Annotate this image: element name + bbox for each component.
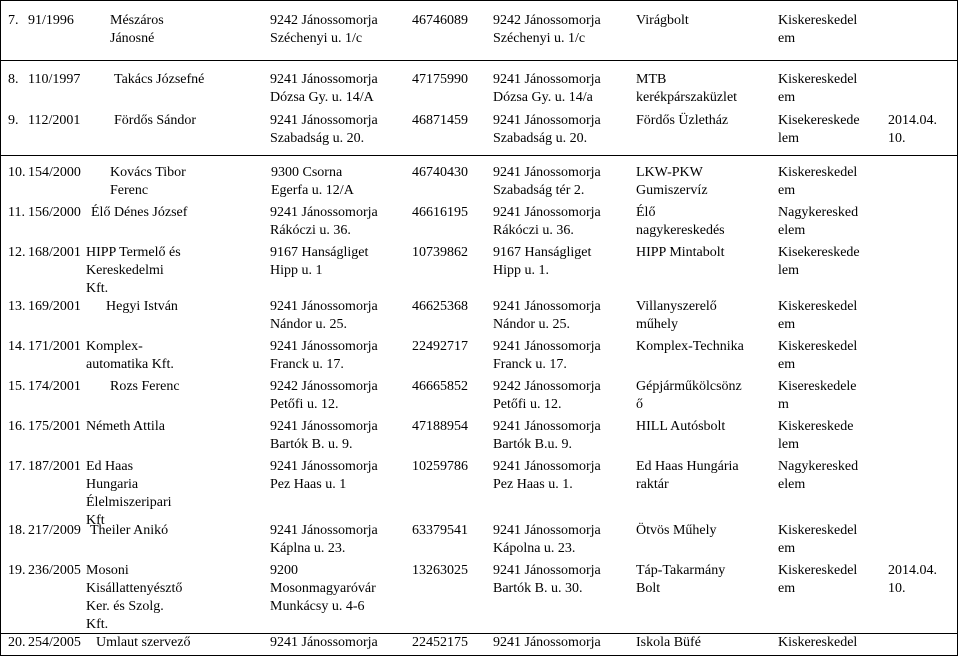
owner-name-line: Umlaut szervező <box>96 635 191 650</box>
shop-address-line: Nándor u. 25. <box>493 317 570 332</box>
owner-name <box>96 634 190 652</box>
shop-address-line: 9241 Jánossomorja <box>493 299 601 314</box>
business-type-line: Kiskereskedel <box>778 72 858 87</box>
shop-name-line: HILL Autósbolt <box>636 419 726 434</box>
registration-number: 110/1997 <box>28 72 81 87</box>
business-type-line: Kisekereskede <box>778 245 860 260</box>
row-number: 9. <box>8 113 19 128</box>
owner-name-line: Mosoni <box>86 563 129 578</box>
owner-name-line: Kft. <box>86 281 109 296</box>
table-border <box>0 0 1 656</box>
owner-name-line: Kereskedelmi <box>86 263 164 278</box>
shop-name-line: nagykereskedés <box>636 223 725 238</box>
shop-address <box>493 338 601 374</box>
business-type-line: Kisereskedele <box>778 379 857 394</box>
shop-address <box>493 634 601 652</box>
owner-name <box>90 522 168 540</box>
shop-name-line: Élő <box>636 205 656 220</box>
shop-address-line: Hipp u. 1. <box>493 263 549 278</box>
business-type <box>778 112 860 148</box>
business-type-line: elem <box>778 223 806 238</box>
owner-address-line: 9241 Jánossomorja <box>270 419 378 434</box>
business-type-line: Nagykeresked <box>778 459 859 474</box>
shop-name <box>636 164 708 200</box>
owner-address-line: 9241 Jánossomorja <box>270 635 378 650</box>
row-number: 11. <box>8 205 25 220</box>
business-type-line: Kiskereskedel <box>778 635 858 650</box>
row-divider <box>0 633 958 634</box>
row-number: 7. <box>8 13 19 28</box>
business-type-line: lem <box>778 437 799 452</box>
tax-number: 46665852 <box>412 379 468 394</box>
owner-address-line: Franck u. 17. <box>270 357 344 372</box>
owner-address <box>271 164 354 200</box>
business-type <box>778 204 858 240</box>
business-type <box>778 71 857 107</box>
row-divider <box>0 60 958 61</box>
owner-address-line: Bartók B. u. 9. <box>270 437 353 452</box>
shop-address <box>493 164 601 200</box>
shop-address <box>493 458 601 494</box>
shop-name-line: Virágbolt <box>636 13 689 28</box>
registration-number: 175/2001 <box>28 419 81 434</box>
business-type <box>778 522 857 558</box>
business-type-line: Kiskereskedel <box>778 523 858 538</box>
business-type-line: em <box>778 183 796 198</box>
shop-address-line: 9241 Jánossomorja <box>493 205 601 220</box>
registration-number: 174/2001 <box>28 379 81 394</box>
owner-address <box>270 378 378 414</box>
owner-address-line: 9241 Jánossomorja <box>270 523 378 538</box>
registration-number: 236/2005 <box>28 563 81 578</box>
owner-address <box>270 298 378 334</box>
owner-address-line: Munkácsy u. 4-6 <box>270 599 365 614</box>
shop-address-line: Bartók B. u. 30. <box>493 581 583 596</box>
business-type-line: Kiskereskedel <box>778 165 858 180</box>
owner-address-line: Nándor u. 25. <box>270 317 347 332</box>
business-type-line: lem <box>778 263 799 278</box>
shop-address <box>493 244 591 280</box>
business-type <box>778 164 857 200</box>
owner-address-line: 9241 Jánossomorja <box>270 339 378 354</box>
shop-name-line: kerékpárszaküzlet <box>636 90 738 105</box>
shop-name <box>636 204 725 240</box>
tax-number: 10739862 <box>412 245 468 260</box>
shop-name-line: HIPP Mintabolt <box>636 245 725 260</box>
registration-number: 254/2005 <box>28 635 81 650</box>
owner-name-line: Ker. és Szolg. <box>86 599 164 614</box>
owner-name-line: automatika Kft. <box>86 357 174 372</box>
owner-name-line: Kft. <box>86 617 109 632</box>
shop-name-line: Táp-Takarmány <box>636 563 726 578</box>
shop-name <box>636 458 739 494</box>
registration-number: 91/1996 <box>28 13 74 28</box>
owner-address <box>270 71 378 107</box>
shop-name <box>636 562 725 598</box>
owner-address-line: Hipp u. 1 <box>270 263 323 278</box>
row-number: 14. <box>8 339 26 354</box>
business-type <box>778 418 853 454</box>
owner-name <box>86 244 181 298</box>
owner-address <box>270 204 378 240</box>
shop-address <box>493 378 601 414</box>
owner-name-line: Élő Dénes József <box>91 205 188 220</box>
row-divider <box>0 0 958 1</box>
shop-address <box>493 562 601 598</box>
shop-address-line: Szabadság u. 20. <box>493 131 588 146</box>
owner-name-line: Ed Haas <box>86 459 134 474</box>
owner-address <box>270 634 378 652</box>
shop-name <box>636 112 728 130</box>
shop-address-line: Pez Haas u. 1. <box>493 477 573 492</box>
owner-name <box>106 298 178 316</box>
owner-name <box>86 458 172 530</box>
owner-name-line: Ferenc <box>110 183 149 198</box>
owner-name <box>91 204 187 222</box>
row-divider <box>0 155 958 156</box>
owner-name-line: Élelmiszeripari <box>86 495 172 510</box>
row-number: 8. <box>8 72 19 87</box>
owner-address-line: 9167 Hanságliget <box>270 245 369 260</box>
row-number: 18. <box>8 523 26 538</box>
owner-name <box>110 164 186 200</box>
registration-number: 169/2001 <box>28 299 81 314</box>
registration-number: 187/2001 <box>28 459 81 474</box>
shop-name-line: Bolt <box>636 581 661 596</box>
modification-date <box>888 562 937 598</box>
shop-name-line: ő <box>636 397 643 412</box>
owner-name-line: Kisállattenyésztő <box>86 581 183 596</box>
row-number: 16. <box>8 419 26 434</box>
modification-date-line: 10. <box>888 581 906 596</box>
shop-name <box>636 418 725 436</box>
modification-date <box>888 112 937 148</box>
shop-name <box>636 522 717 540</box>
shop-name <box>636 244 725 262</box>
business-type <box>778 562 857 598</box>
business-type-line: em <box>778 541 796 556</box>
shop-name-line: Villanyszerelő <box>636 299 717 314</box>
modification-date-line: 2014.04. <box>888 563 937 578</box>
owner-name <box>114 112 196 130</box>
shop-name <box>636 378 742 414</box>
owner-address-line: Petőfi u. 12. <box>270 397 339 412</box>
owner-address-line: Szabadság u. 20. <box>270 131 365 146</box>
owner-address <box>270 338 378 374</box>
row-number: 19. <box>8 563 26 578</box>
owner-name <box>110 378 180 396</box>
owner-address-line: 9300 Csorna <box>271 165 343 180</box>
registration-number: 168/2001 <box>28 245 81 260</box>
modification-date-line: 2014.04. <box>888 113 937 128</box>
owner-address <box>270 12 378 48</box>
tax-number: 22492717 <box>412 339 468 354</box>
owner-address-line: Széchenyi u. 1/c <box>270 31 363 46</box>
business-type-line: Kiskereskedel <box>778 13 858 28</box>
owner-address-line: 9242 Jánossomorja <box>270 13 378 28</box>
shop-name <box>636 338 744 356</box>
owner-address-line: 9241 Jánossomorja <box>270 72 378 87</box>
business-type <box>778 12 857 48</box>
shop-name-line: MTB <box>636 72 667 87</box>
business-type <box>778 458 858 494</box>
shop-name <box>636 71 737 107</box>
shop-address-line: 9241 Jánossomorja <box>493 113 601 128</box>
owner-address <box>270 244 368 280</box>
tax-number: 10259786 <box>412 459 468 474</box>
owner-address-line: Káplna u. 23. <box>270 541 346 556</box>
owner-address-line: Egerfa u. 12/A <box>271 183 354 198</box>
owner-name-line: Kft <box>86 513 105 528</box>
business-type-line: em <box>778 31 796 46</box>
business-type-line: Kisekereskede <box>778 113 860 128</box>
shop-address-line: Dózsa Gy. u. 14/a <box>493 90 593 105</box>
business-type <box>778 634 857 652</box>
shop-address <box>493 418 601 454</box>
owner-address-line: 9241 Jánossomorja <box>270 459 378 474</box>
shop-name-line: műhely <box>636 317 678 332</box>
owner-address <box>270 458 378 494</box>
owner-name-line: Kovács Tibor <box>110 165 186 180</box>
tax-number: 63379541 <box>412 523 468 538</box>
shop-name <box>636 12 689 30</box>
shop-address-line: Kápolna u. 23. <box>493 541 576 556</box>
row-number: 17. <box>8 459 26 474</box>
owner-address-line: Mosonmagyaróvár <box>270 581 376 596</box>
shop-name-line: Gumiszervíz <box>636 183 708 198</box>
owner-name-line: Hegyi István <box>106 299 178 314</box>
business-type <box>778 338 857 374</box>
row-number: 10. <box>8 165 26 180</box>
shop-name-line: Gépjárműkölcsönz <box>636 379 742 394</box>
business-type-line: Kiskereskedel <box>778 339 858 354</box>
shop-name-line: LKW-PKW <box>636 165 703 180</box>
business-type <box>778 378 857 414</box>
tax-number: 47188954 <box>412 419 468 434</box>
business-type-line: Kiskereskedel <box>778 299 858 314</box>
business-type-line: em <box>778 317 796 332</box>
registration-number: 154/2000 <box>28 165 81 180</box>
owner-address-line: Pez Haas u. 1 <box>270 477 347 492</box>
business-type-line: elem <box>778 477 806 492</box>
shop-address-line: 9241 Jánossomorja <box>493 339 601 354</box>
owner-address <box>270 522 378 558</box>
shop-address-line: Széchenyi u. 1/c <box>493 31 586 46</box>
tax-number: 46625368 <box>412 299 468 314</box>
business-type <box>778 298 857 334</box>
owner-address <box>270 562 376 616</box>
shop-address-line: Franck u. 17. <box>493 357 567 372</box>
shop-address-line: Rákóczi u. 36. <box>493 223 574 238</box>
owner-name-line: Hungaria <box>86 477 139 492</box>
table-border <box>957 0 958 656</box>
shop-name-line: raktár <box>636 477 669 492</box>
shop-name-line: Ötvös Műhely <box>636 523 717 538</box>
shop-address-line: Szabadság tér 2. <box>493 183 585 198</box>
owner-address-line: 9241 Jánossomorja <box>270 113 378 128</box>
registration-number: 171/2001 <box>28 339 81 354</box>
business-type-line: lem <box>778 131 799 146</box>
shop-address <box>493 204 601 240</box>
owner-name-line: Komplex- <box>86 339 143 354</box>
tax-number: 46616195 <box>412 205 468 220</box>
shop-address-line: Petőfi u. 12. <box>493 397 562 412</box>
shop-address-line: 9241 Jánossomorja <box>493 523 601 538</box>
tax-number: 22452175 <box>412 635 468 650</box>
registration-number: 217/2009 <box>28 523 81 538</box>
owner-name-line: Takács Józsefné <box>114 72 205 87</box>
shop-address <box>493 298 601 334</box>
tax-number: 46746089 <box>412 13 468 28</box>
shop-address-line: 9241 Jánossomorja <box>493 165 601 180</box>
row-number: 15. <box>8 379 26 394</box>
shop-address <box>493 112 601 148</box>
owner-address-line: Rákóczi u. 36. <box>270 223 351 238</box>
owner-address-line: Dózsa Gy. u. 14/A <box>270 90 374 105</box>
shop-name-line: Fördős Üzletház <box>636 113 729 128</box>
shop-address-line: 9241 Jánossomorja <box>493 419 601 434</box>
business-type-line: m <box>778 397 789 412</box>
shop-address <box>493 12 601 48</box>
owner-name-line: Theiler Anikó <box>90 523 169 538</box>
shop-address-line: 9241 Jánossomorja <box>493 563 601 578</box>
owner-address <box>270 418 378 454</box>
business-type-line: Kiskereskedel <box>778 563 858 578</box>
owner-name <box>110 12 164 48</box>
shop-name <box>636 634 701 652</box>
owner-name-line: Jánosné <box>110 31 155 46</box>
business-type-line: em <box>778 357 796 372</box>
owner-name-line: Fördős Sándor <box>114 113 197 128</box>
owner-name-line: Rozs Ferenc <box>110 379 180 394</box>
shop-address-line: 9241 Jánossomorja <box>493 635 601 650</box>
owner-name-line: HIPP Termelő és <box>86 245 181 260</box>
owner-name <box>86 562 182 634</box>
business-type <box>778 244 860 280</box>
business-type-line: Kiskereskede <box>778 419 854 434</box>
row-number: 12. <box>8 245 26 260</box>
modification-date-line: 10. <box>888 131 906 146</box>
owner-name-line: Mészáros <box>110 13 164 28</box>
shop-name-line: Komplex-Technika <box>636 339 744 354</box>
owner-address-line: 9241 Jánossomorja <box>270 299 378 314</box>
owner-name-line: Németh Attila <box>86 419 165 434</box>
row-number: 13. <box>8 299 26 314</box>
shop-address-line: 9242 Jánossomorja <box>493 379 601 394</box>
business-type-line: em <box>778 90 796 105</box>
registration-number: 156/2000 <box>28 205 81 220</box>
shop-address <box>493 71 601 107</box>
shop-address-line: Bartók B.u. 9. <box>493 437 572 452</box>
shop-address-line: 9167 Hanságliget <box>493 245 592 260</box>
owner-address-line: 9200 <box>270 563 298 578</box>
shop-name-line: Iskola Büfé <box>636 635 701 650</box>
shop-address-line: 9241 Jánossomorja <box>493 72 601 87</box>
owner-name <box>114 71 204 89</box>
owner-address <box>270 112 378 148</box>
shop-address-line: 9242 Jánossomorja <box>493 13 601 28</box>
row-number: 20. <box>8 635 26 650</box>
owner-address-line: 9242 Jánossomorja <box>270 379 378 394</box>
business-type-line: em <box>778 581 796 596</box>
registration-number: 112/2001 <box>28 113 81 128</box>
tax-number: 46740430 <box>412 165 468 180</box>
business-type-line: Nagykeresked <box>778 205 859 220</box>
tax-number: 47175990 <box>412 72 468 87</box>
tax-number: 13263025 <box>412 563 468 578</box>
shop-address <box>493 522 601 558</box>
shop-name-line: Ed Haas Hungária <box>636 459 739 474</box>
shop-name <box>636 298 717 334</box>
owner-name <box>86 338 174 374</box>
owner-address-line: 9241 Jánossomorja <box>270 205 378 220</box>
owner-name <box>86 418 165 436</box>
tax-number: 46871459 <box>412 113 468 128</box>
shop-address-line: 9241 Jánossomorja <box>493 459 601 474</box>
